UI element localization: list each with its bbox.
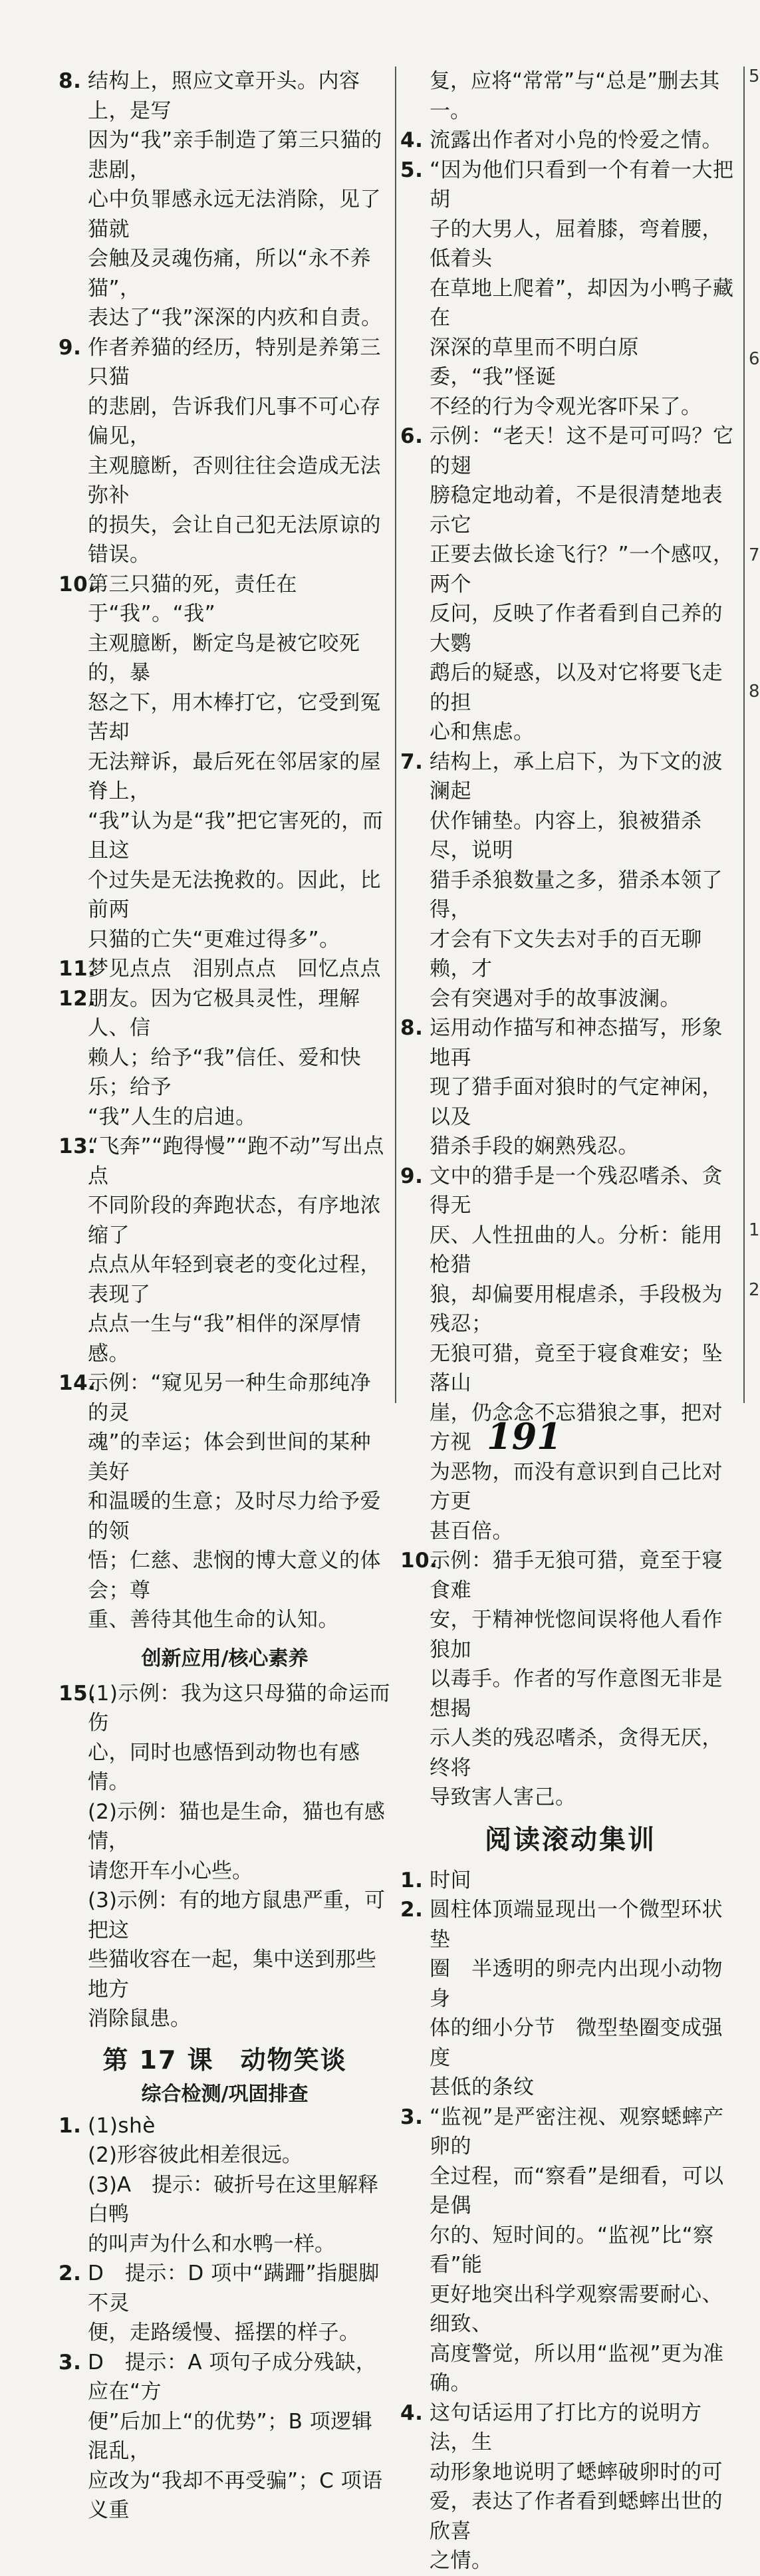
answer-12 [59, 984, 391, 1132]
answer-line: 魂”的幸运；体会到世间的某种美好 [88, 1430, 372, 1484]
answer-line: 猎杀手段的娴熟残忍。 [430, 1134, 639, 1158]
answer-13 [59, 1132, 391, 1368]
item-number: 11. [59, 957, 96, 981]
answer-line: (1)示例：我为这只母猫的命运而伤 [88, 1681, 390, 1735]
answer-line: 示人类的残忍嗜杀，贪得无厌，终将 [430, 1726, 723, 1780]
section-title-innovation: 创新应用/核心素养 [141, 1646, 309, 1670]
answer-15-part3 [59, 1886, 391, 2034]
answer-line: 鹉后的疑惑，以及对它将要飞走的担 [430, 661, 723, 715]
answer-line: 甚低的条纹 [430, 2075, 535, 2099]
answer-line: (1)shè [88, 2113, 156, 2138]
answer-line: 尔的、短时间的。“监视”比“察看”能 [430, 2223, 714, 2277]
answer-line: 在草地上爬着”，却因为小鸭子藏在 [430, 276, 734, 330]
answer-11 [59, 954, 391, 984]
item-number: 1. [59, 2113, 82, 2138]
answer-line: 些猫收容在一起，集中送到那些地方 [88, 1948, 376, 2001]
answer-line: “监视”是严密注视、观察蟋蟀产卵的 [430, 2105, 724, 2158]
lesson-answer-1 [59, 2111, 391, 2141]
lesson-answer-7 [400, 747, 741, 1014]
answer-line: 会有突遇对手的故事波澜。 [430, 986, 681, 1011]
answer-line: 爱，表达了作者看到蟋蟀出世的欣喜 [430, 2490, 723, 2543]
answer-line: 高度警觉，所以用“监视”更为准确。 [430, 2341, 724, 2395]
answer-line: 只猫的亡失“更难过得多”。 [88, 927, 340, 952]
answer-line: “因为他们只看到一个有着一大把胡 [430, 158, 734, 211]
item-number: 9. [59, 335, 82, 360]
answer-line: 狼，却偏要用棍虐杀，手段极为残忍； [430, 1282, 723, 1336]
answer-line: 示例：猎手无狼可猎，竟至于寝食难 [430, 1549, 723, 1603]
item-number: 1. [400, 1868, 424, 1892]
edge-fragment: 2 [749, 1280, 760, 1300]
item-number: 8. [400, 1016, 424, 1040]
item-number: 4. [400, 2400, 424, 2425]
answer-line: 悟；仁慈、悲悯的博大意义的体会；尊 [88, 1549, 381, 1603]
answer-line: 反问，反映了作者看到自己养的大鹦 [430, 602, 723, 656]
answer-14 [59, 1368, 391, 1635]
answer-line: 伏作铺垫。内容上，狼被猎杀尽，说明 [430, 809, 702, 862]
answer-line: 个过失是无法挽救的。因此，比前两 [88, 868, 381, 922]
answer-line: “我”人生的启迪。 [88, 1104, 257, 1129]
item-number: 9. [400, 1164, 424, 1188]
answer-line: 正要去做长途飞行？”一个感叹，两个 [430, 543, 734, 596]
answer-line: 示例：“老天！这不是可可吗？它的翅 [430, 424, 734, 478]
answer-line: 为恶物，而没有意识到自己比对方更 [430, 1460, 723, 1513]
lesson-answer-8 [400, 1013, 741, 1162]
answer-line: 便，走路缓慢、摇摆的样子。 [88, 2321, 360, 2345]
answer-line: 怒之下，用木棒打它，它受到冤苦却 [88, 690, 381, 744]
answer-line: 应改为“我却不再受骗”；C 项语义重 [88, 2468, 383, 2522]
reading-answer-3 [400, 2103, 741, 2398]
answer-line: 表达了“我”深深的内疚和自责。 [88, 306, 382, 330]
answer-line: 作者养猫的经历，特别是养第三只猫 [88, 335, 381, 389]
edge-fragment: 7 [749, 545, 760, 565]
answer-line: 无法辩诉，最后死在邻居家的屋脊上， [88, 749, 381, 803]
answer-line: 厌、人性扭曲的人。分析：能用枪猎 [430, 1223, 723, 1277]
answer-line: 动形象地说明了蟋蟀破卵时的可 [430, 2460, 723, 2484]
item-number: 10. [400, 1549, 438, 1573]
lesson-answer-6 [400, 422, 741, 747]
answer-line: 心和焦虑。 [430, 720, 535, 744]
answer-line: “我”认为是“我”把它害死的，而且这 [88, 809, 384, 862]
reading-answer-4 [400, 2398, 741, 2576]
edge-fragment: 8 [749, 682, 760, 702]
answer-line: 子的大男人，屈着膝，弯着腰，低着头 [430, 217, 723, 271]
answer-line: (2)示例：猫也是生命，猫也有感情， [88, 1799, 385, 1853]
item-number: 6. [400, 424, 424, 448]
answer-line: 深深的草里而不明白原委，“我”怪诞 [430, 335, 639, 389]
reading-answer-2 [400, 1895, 741, 2103]
answer-line: (2)形容彼此相差很远。 [88, 2143, 303, 2167]
answer-line: “飞奔”“跑得慢”“跑不动”写出点点 [88, 1134, 384, 1188]
answer-line: 不经的行为令观光客吓呆了。 [430, 394, 702, 419]
answer-line: D 提示：A 项句子成分残缺，应在“方 [88, 2350, 377, 2404]
answer-line: 甚百倍。 [430, 1519, 513, 1543]
answer-line: 和温暖的生意；及时尽力给予爱的领 [88, 1489, 381, 1543]
answer-line: D 提示：D 项中“蹒跚”指腿脚不灵 [88, 2261, 380, 2315]
item-number: 3. [59, 2350, 82, 2375]
column-divider-1 [395, 66, 396, 1403]
answer-line: 之情。 [430, 2549, 493, 2573]
answer-line: 的损失，会让自己犯无法原谅的错误。 [88, 513, 381, 567]
lesson-answer-9 [400, 1162, 741, 1547]
answer-line: 无狼可猎，竟至于寝食难安；坠落山 [430, 1341, 723, 1395]
answer-line: 不同阶段的奔跑状态，有序地浓缩了 [88, 1194, 381, 1247]
item-number: 10. [59, 572, 96, 596]
answer-line: 的悲剧，告诉我们凡事不可心存偏见， [88, 394, 381, 448]
item-number: 4. [400, 128, 424, 152]
answer-line: 全过程，而“察看”是细看，可以是偶 [430, 2164, 724, 2218]
answer-line: 第三只猫的死，责任在于“我”。“我” [88, 572, 297, 626]
item-number: 12. [59, 986, 96, 1011]
answer-line: 以毒手。作者的写作意图无非是想揭 [430, 1667, 723, 1721]
answer-line: 导致害人害己。 [430, 1785, 576, 1809]
answer-line: 消除鼠患。 [88, 2007, 191, 2031]
answer-line: 时间 [430, 1868, 471, 1892]
answer-line: 复，应将“常常”与“总是”删去其一。 [430, 69, 720, 123]
answer-line: 这句话运用了打比方的说明方法，生 [430, 2400, 702, 2454]
lesson-answer-10 [400, 1546, 741, 1813]
reading-section-title: 阅读滚动集训 [485, 1824, 656, 1855]
answer-line: 现了猎手面对狼时的气定神闲，以及 [430, 1075, 723, 1129]
lesson-answer-1-part2 [59, 2140, 391, 2170]
answer-line: 更好地突出科学观察需要耐心、细致、 [430, 2282, 723, 2336]
answer-line: 的叫声为什么和水鸭一样。 [88, 2232, 335, 2256]
lesson-answer-1-part3 [59, 2170, 391, 2259]
answer-line: 因为“我”亲手制造了第三只猫的悲剧， [88, 128, 382, 182]
reading-answer-1 [400, 1866, 741, 1896]
lesson-title: 第 17 课 动物笑谈 [102, 2045, 347, 2075]
answer-line: 文中的猎手是一个残忍嗜杀、贪得无 [430, 1164, 723, 1218]
answer-line: 崖，仍念念不忘猎狼之事，把对方视 [430, 1400, 723, 1454]
item-number: 13. [59, 1134, 96, 1158]
middle-column [400, 66, 741, 2576]
answer-line: 膀稳定地动着，不是很清楚地表示它 [430, 483, 723, 537]
answer-line: 主观臆断，否则往往会造成无法弥补 [88, 453, 381, 507]
answer-15 [59, 1679, 391, 1797]
answer-10 [59, 570, 391, 955]
lesson-answer-3 [59, 2348, 391, 2525]
column-divider-2 [743, 66, 745, 1403]
answer-line: 流露出作者对小凫的怜爱之情。 [430, 128, 723, 152]
lesson-answer-2 [59, 2259, 391, 2348]
answer-line: 心中负罪感永远无法消除，见了猫就 [88, 188, 381, 241]
answer-line: 会触及灵魂伤痛，所以“永不养猫”， [88, 247, 372, 301]
answer-line: 结构上，承上启下，为下文的波澜起 [430, 749, 723, 803]
edge-fragment: 1 [749, 1220, 760, 1240]
answer-line: 结构上，照应文章开头。内容上，是写 [88, 69, 360, 123]
left-column [59, 66, 391, 2525]
item-number: 14. [59, 1371, 96, 1395]
answer-line: 运用动作描写和神态描写，形象地再 [430, 1016, 723, 1070]
answer-line: 圈 半透明的卵壳内出现小动物身 [430, 1957, 723, 2011]
item-number: 8. [59, 69, 82, 93]
answer-line: 点点从年轻到衰老的变化过程，表现了 [88, 1253, 381, 1307]
answer-line: (3)示例：有的地方鼠患严重，可把这 [88, 1888, 385, 1942]
edge-fragment: 6 [749, 349, 760, 369]
item-number: 2. [400, 1898, 424, 1922]
item-number: 15. [59, 1681, 96, 1706]
lesson-answer-5 [400, 156, 741, 422]
page-number: 191 [487, 1415, 562, 1458]
edge-fragment: 5 [749, 66, 760, 86]
item-number: 5. [400, 158, 424, 182]
answer-line: 心，同时也感悟到动物也有感情。 [88, 1740, 360, 1794]
answer-line: 点点一生与“我”相伴的深厚情感。 [88, 1312, 362, 1366]
item-number: 2. [59, 2261, 82, 2285]
answer-line: 便”后加上“的优势”；B 项逻辑混乱， [88, 2409, 373, 2463]
answer-line: 请您开车小心些。 [88, 1859, 253, 1883]
item-number: 7. [400, 749, 424, 774]
section-title-comprehensive: 综合检测/巩固排查 [141, 2082, 309, 2106]
answer-line: 主观臆断，断定鸟是被它咬死的，暴 [88, 631, 360, 685]
answer-line: 圆柱体顶端显现出一个微型环状垫 [430, 1898, 723, 1952]
answer-line: 猎手杀狼数量之多，猎杀本领了得， [430, 868, 723, 922]
lesson-answer-3-continued [400, 66, 741, 126]
item-number: 3. [400, 2105, 424, 2129]
answer-line: (3)A 提示：破折号在这里解释白鸭 [88, 2172, 379, 2226]
answer-line: 梦见点点 泪别点点 回忆点点 [88, 957, 381, 981]
answer-9 [59, 333, 391, 570]
answer-line: 重、善待其他生命的认知。 [88, 1608, 339, 1632]
answer-line: 才会有下文失去对手的百无聊赖，才 [430, 927, 702, 981]
answer-15-part2 [59, 1797, 391, 1886]
answer-8 [59, 66, 391, 333]
answer-line: 体的细小分节 微型垫圈变成强度 [430, 2016, 723, 2070]
answer-line: 朋友。因为它极具灵性，理解人、信 [88, 986, 360, 1040]
answer-line: 赖人；给予“我”信任、爱和快乐；给予 [88, 1045, 362, 1099]
answer-line: 安，于精神恍惚间误将他人看作狼加 [430, 1608, 723, 1662]
answer-line: 示例：“窥见另一种生命那纯净的灵 [88, 1371, 372, 1425]
lesson-answer-4 [400, 126, 741, 156]
